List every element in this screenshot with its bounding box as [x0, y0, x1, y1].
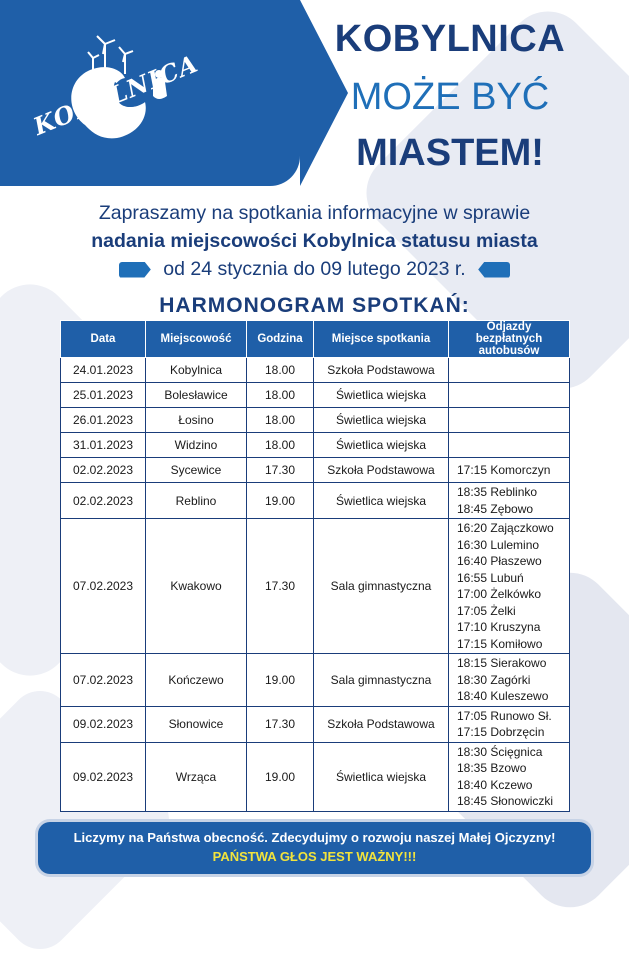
bus-departure: 16:20 Zajączkowo: [457, 521, 554, 535]
cell-place: Bolesławice: [146, 383, 247, 408]
invitation-line2: nadania miejscowości Kobylnica statusu miasta: [91, 230, 538, 252]
cell-buses: [449, 654, 570, 707]
cell-time: 19.00: [247, 654, 314, 707]
headline-line3: MIASTEM!: [356, 132, 544, 174]
cell-buses: [449, 408, 570, 433]
bus-departure: 17:10 Kruszyna: [457, 620, 541, 634]
logo-wordmark: KOBYLNICA: [29, 48, 203, 142]
bus-departure: 18:30 Ścięgnica: [457, 744, 543, 759]
date-range: od 24 stycznia do 09 lutego 2023 r.: [163, 258, 466, 280]
footer-banner: [38, 822, 591, 874]
bus-departure: 18:30 Zagórki: [457, 672, 531, 687]
cell-time: 18.00: [247, 358, 314, 383]
cell-place: Łosino: [146, 408, 247, 433]
schedule-table: [60, 320, 570, 812]
cell-time: 18.00: [247, 408, 314, 433]
bus-departure: 16:30 Lulemino: [457, 537, 540, 552]
header-buses: Odjazdy bezpłatnych autobusów: [449, 321, 570, 358]
cell-venue: Świetlica wiejska: [314, 483, 449, 519]
cell-place: Wrząca: [146, 742, 247, 811]
cell-place: Sycewice: [146, 458, 247, 483]
headline-line1: KOBYLNICA: [334, 18, 566, 60]
bus-departure: 16:55 Lubuń: [457, 570, 524, 585]
table-row: [61, 383, 570, 408]
table-row: [61, 458, 570, 483]
arrow-left-icon: [478, 262, 510, 278]
table-row: [61, 706, 570, 742]
cell-time: 19.00: [247, 483, 314, 519]
table-row: [61, 483, 570, 519]
header-date: Data: [61, 321, 146, 358]
cell-buses: [449, 519, 570, 654]
bus-departure: 18:40 Kczewo: [457, 777, 533, 792]
bus-departure: 18:40 Kuleszewo: [457, 689, 549, 703]
bus-departure: 18:45 Słonowiczki: [457, 794, 554, 808]
dates-row: [0, 258, 629, 286]
cell-date: 02.02.2023: [61, 458, 146, 483]
bus-departure: 18:45 Zębowo: [457, 501, 534, 516]
cell-place: Kwakowo: [146, 519, 247, 654]
cell-buses: [449, 383, 570, 408]
cell-date: 31.01.2023: [61, 433, 146, 458]
cell-place: Widzino: [146, 433, 247, 458]
table-row: [61, 358, 570, 383]
header-venue: Miejsce spotkania: [314, 321, 449, 358]
cell-date: 07.02.2023: [61, 519, 146, 654]
table-row: [61, 519, 570, 654]
footer-message: Liczymy na Państwa obecność. Zdecydujmy o rozwoju naszej Małej Ojczyzny!: [73, 830, 556, 845]
table-row: [61, 408, 570, 433]
bus-departure: 17:05 Żelki: [457, 603, 516, 618]
bus-departure: 17:15 Komiłowo: [457, 636, 543, 651]
cell-venue: Sala gimnastyczna: [314, 519, 449, 654]
cell-place: Kończewo: [146, 654, 247, 707]
table-row: [61, 433, 570, 458]
header-time: Godzina: [247, 321, 314, 358]
cell-date: 09.02.2023: [61, 742, 146, 811]
cell-venue: Szkoła Podstawowa: [314, 706, 449, 742]
cell-date: 02.02.2023: [61, 483, 146, 519]
cell-venue: Szkoła Podstawowa: [314, 458, 449, 483]
table-header-row: [61, 321, 570, 358]
cell-time: 18.00: [247, 433, 314, 458]
footer-slogan: PAŃSTWA GŁOS JEST WAŻNY!!!: [212, 849, 417, 864]
bus-departure: 18:15 Sierakowo: [457, 656, 547, 670]
cell-place: Kobylnica: [146, 358, 247, 383]
bus-departure: 17:00 Żelkówko: [457, 587, 542, 601]
cell-date: 09.02.2023: [61, 706, 146, 742]
cell-venue: Świetlica wiejska: [314, 383, 449, 408]
invitation-line1: Zapraszamy na spotkania informacyjne w sprawie: [98, 202, 531, 224]
cell-time: 17.30: [247, 706, 314, 742]
cell-venue: Świetlica wiejska: [314, 742, 449, 811]
cell-time: 19.00: [247, 742, 314, 811]
bus-departure: 17:05 Runowo Sł.: [457, 708, 552, 723]
bus-departure: 17:15 Komorczyn: [457, 462, 551, 477]
cell-time: 18.00: [247, 383, 314, 408]
cell-place: Reblino: [146, 483, 247, 519]
bus-departure: 18:35 Reblinko: [457, 485, 538, 499]
cell-place: Słonowice: [146, 706, 247, 742]
cell-venue: Sala gimnastyczna: [314, 654, 449, 707]
cell-date: 24.01.2023: [61, 358, 146, 383]
cell-buses: [449, 706, 570, 742]
cell-venue: Świetlica wiejska: [314, 433, 449, 458]
cell-venue: Szkoła Podstawowa: [314, 358, 449, 383]
cell-time: 17.30: [247, 519, 314, 654]
cell-date: 25.01.2023: [61, 383, 146, 408]
schedule-title: HARMONOGRAM SPOTKAŃ:: [159, 294, 470, 317]
bus-departure: 18:35 Bzowo: [457, 761, 527, 775]
arrow-right-icon: [119, 262, 151, 278]
cell-buses: [449, 458, 570, 483]
logo-banner: [0, 0, 300, 186]
table-row: [61, 742, 570, 811]
cell-buses: [449, 742, 570, 811]
bus-departure: 16:40 Płaszewo: [457, 554, 542, 568]
header-place: Miejscowość: [146, 321, 247, 358]
cell-time: 17.30: [247, 458, 314, 483]
cell-date: 07.02.2023: [61, 654, 146, 707]
table-row: [61, 654, 570, 707]
cell-buses: [449, 483, 570, 519]
cell-buses: [449, 433, 570, 458]
cell-venue: Świetlica wiejska: [314, 408, 449, 433]
bus-departure: 17:15 Dobrzęcin: [457, 725, 545, 739]
cell-date: 26.01.2023: [61, 408, 146, 433]
cell-buses: [449, 358, 570, 383]
headline-line2: MOŻE BYĆ: [350, 76, 550, 118]
